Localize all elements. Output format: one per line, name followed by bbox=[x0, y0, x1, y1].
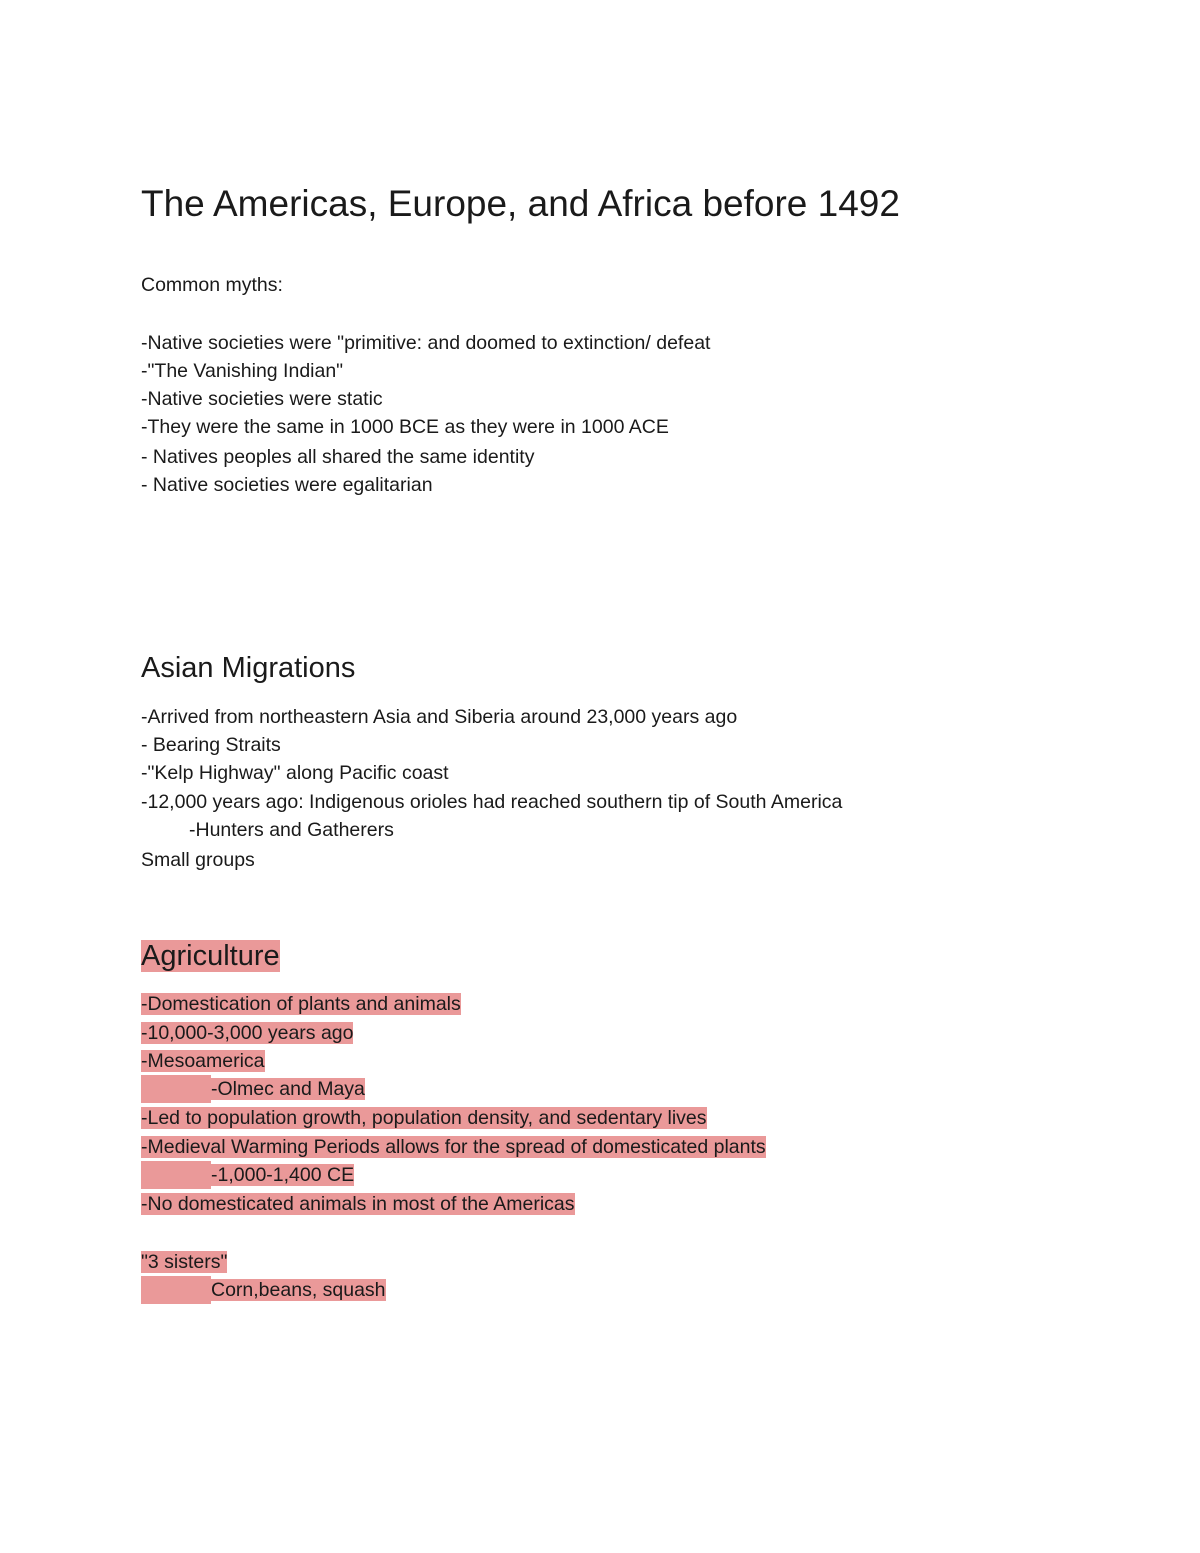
highlight-indent bbox=[141, 1075, 211, 1103]
agriculture-line bbox=[141, 1047, 265, 1075]
document-title: The Americas, Europe, and Africa before 1492 bbox=[141, 183, 900, 224]
migration-line: - Bearing Straits bbox=[141, 734, 281, 756]
three-sisters-label bbox=[141, 1248, 227, 1276]
agriculture-indented-line bbox=[141, 1075, 365, 1103]
agriculture-line bbox=[141, 1104, 707, 1132]
agriculture-line-text: -Medieval Warming Periods allows for the spread of domesticated plants bbox=[141, 1136, 766, 1158]
highlight-indent bbox=[141, 1276, 211, 1304]
highlight-indent bbox=[141, 1161, 211, 1189]
agriculture-heading bbox=[141, 936, 280, 976]
agriculture-line-text: -10,000-3,000 years ago bbox=[141, 1022, 354, 1044]
agriculture-line-text: -Mesoamerica bbox=[141, 1050, 265, 1072]
myth-item: - Native societies were egalitarian bbox=[141, 474, 433, 496]
agriculture-heading-text: Agriculture bbox=[141, 940, 280, 972]
myth-item: -Native societies were "primitive: and doomed to extinction/ defeat bbox=[141, 332, 711, 354]
migration-indented-line: -Hunters and Gatherers bbox=[189, 819, 394, 841]
agriculture-line-text: -No domesticated animals in most of the Americas bbox=[141, 1193, 575, 1215]
agriculture-indented-line bbox=[141, 1161, 354, 1189]
myth-item: -"The Vanishing Indian" bbox=[141, 360, 344, 382]
migration-line: -12,000 years ago: Indigenous orioles had reached southern tip of South America bbox=[141, 791, 843, 813]
three-sisters-text: "3 sisters" bbox=[141, 1251, 228, 1273]
asian-migrations-heading: Asian Migrations bbox=[141, 652, 356, 684]
myths-label: Common myths: bbox=[141, 274, 283, 296]
migration-line: Small groups bbox=[141, 849, 255, 871]
agriculture-line bbox=[141, 1019, 353, 1047]
three-sisters-detail bbox=[141, 1276, 386, 1304]
migration-line: -"Kelp Highway" along Pacific coast bbox=[141, 762, 449, 784]
agriculture-line-text: -Domestication of plants and animals bbox=[141, 993, 461, 1015]
three-sisters-detail-text: Corn,beans, squash bbox=[211, 1279, 386, 1301]
agriculture-line bbox=[141, 1133, 766, 1161]
agriculture-line-text: -Led to population growth, population density, and sedentary lives bbox=[141, 1107, 707, 1129]
myth-item: -They were the same in 1000 BCE as they were in 1000 ACE bbox=[141, 416, 669, 438]
myth-item: -Native societies were static bbox=[141, 388, 383, 410]
agriculture-indented-text: -1,000-1,400 CE bbox=[211, 1164, 355, 1186]
agriculture-line bbox=[141, 990, 461, 1018]
agriculture-indented-text: -Olmec and Maya bbox=[211, 1078, 365, 1100]
myth-item: - Natives peoples all shared the same identity bbox=[141, 446, 535, 468]
agriculture-line bbox=[141, 1190, 575, 1218]
migration-line: -Arrived from northeastern Asia and Siberia around 23,000 years ago bbox=[141, 706, 738, 728]
